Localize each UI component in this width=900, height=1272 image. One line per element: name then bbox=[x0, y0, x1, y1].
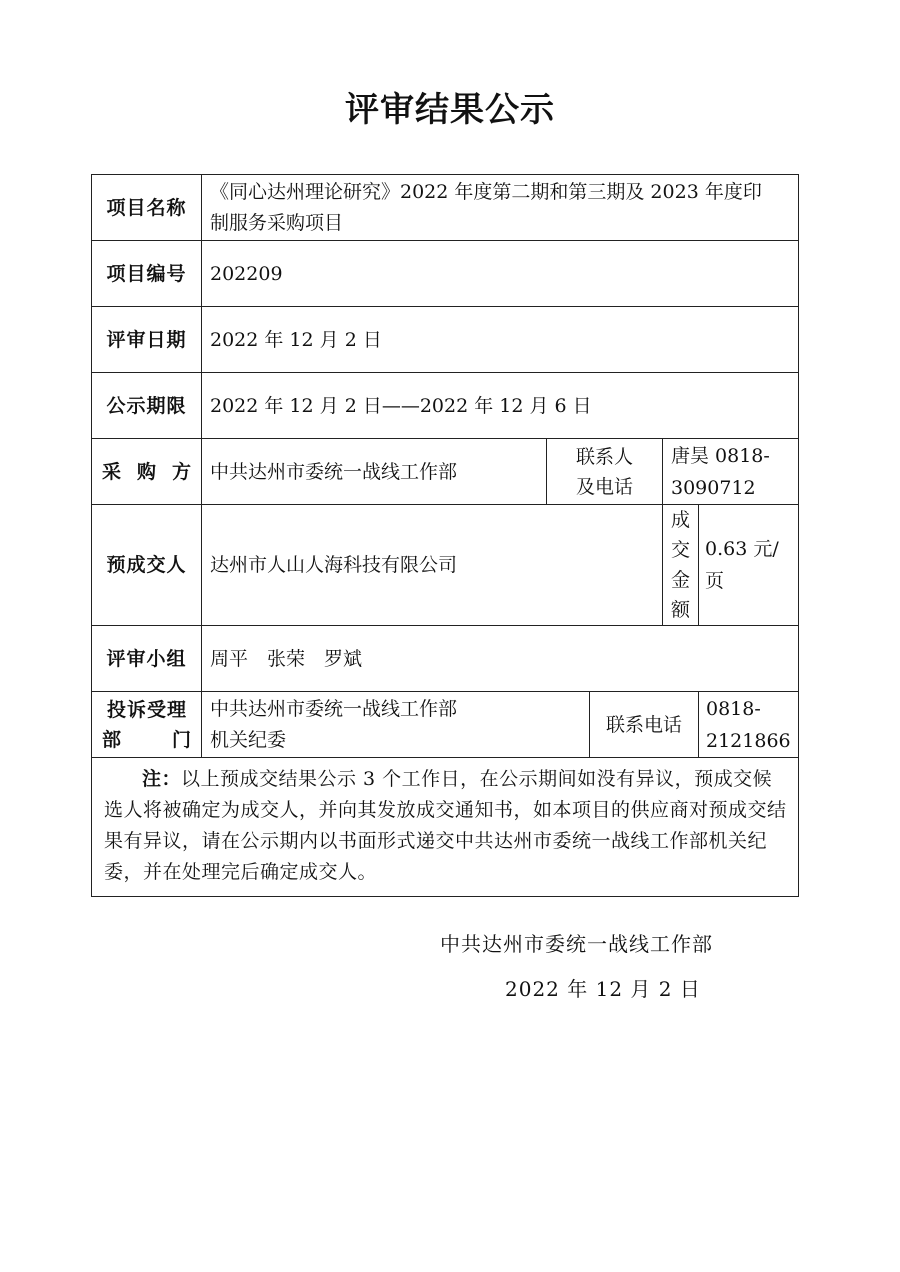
amount-label-line1: 成交 bbox=[670, 509, 690, 561]
page-title: 评审结果公示 bbox=[345, 90, 555, 130]
row-purchaser bbox=[92, 439, 799, 505]
notice-period-label: 公示期限 bbox=[92, 373, 202, 439]
row-review-panel bbox=[92, 626, 799, 692]
purchaser-label-char-3: 方 bbox=[171, 460, 192, 483]
purchaser-label-char-1: 采 bbox=[102, 460, 123, 483]
complaint-dept-label bbox=[92, 692, 202, 758]
complaint-label-line1: 投诉受理 bbox=[106, 698, 187, 721]
purchaser-label bbox=[92, 439, 202, 505]
complaint-dept-line1: 中共达州市委统一战线工作部 bbox=[210, 697, 458, 720]
row-project-name bbox=[92, 175, 799, 241]
footer-organization: 中共达州市委统一战线工作部 bbox=[440, 932, 713, 956]
row-review-date bbox=[92, 307, 799, 373]
review-panel-label: 评审小组 bbox=[92, 626, 202, 692]
complaint-phone-value: 0818-2121866 bbox=[699, 692, 799, 758]
row-project-number bbox=[92, 241, 799, 307]
complaint-dept-value bbox=[202, 692, 590, 758]
note-prefix: 注： bbox=[142, 768, 182, 790]
project-name-value bbox=[202, 175, 799, 241]
project-name-label: 项目名称 bbox=[92, 175, 202, 241]
amount-value: 0.63 元/页 bbox=[699, 505, 799, 626]
purchaser-contact-value: 唐昊 0818-3090712 bbox=[663, 439, 799, 505]
complaint-label-char-2: 门 bbox=[171, 728, 192, 751]
contact-label-line1: 联系人 bbox=[575, 445, 633, 468]
complaint-dept-line2: 机关纪委 bbox=[210, 728, 287, 751]
result-table bbox=[91, 174, 799, 897]
winning-bidder-value: 达州市人山人海科技有限公司 bbox=[202, 505, 663, 626]
complaint-phone-label: 联系电话 bbox=[590, 692, 699, 758]
row-winning-bidder bbox=[92, 505, 799, 626]
purchaser-contact-label bbox=[547, 439, 663, 505]
review-panel-value: 周平 张荣 罗斌 bbox=[202, 626, 799, 692]
footer-date: 2022 年 12 月 2 日 bbox=[505, 977, 701, 1001]
amount-label bbox=[663, 505, 699, 626]
complaint-label-char-1: 部 bbox=[102, 728, 123, 751]
project-name-line2: 制服务采购项目 bbox=[210, 211, 344, 234]
review-date-value: 2022 年 12 月 2 日 bbox=[202, 307, 799, 373]
project-number-label: 项目编号 bbox=[92, 241, 202, 307]
row-complaint-dept bbox=[92, 692, 799, 758]
project-number-value: 202209 bbox=[202, 241, 799, 307]
winning-bidder-label: 预成交人 bbox=[92, 505, 202, 626]
note-cell bbox=[92, 758, 799, 897]
purchaser-value: 中共达州市委统一战线工作部 bbox=[202, 439, 547, 505]
purchaser-label-char-2: 购 bbox=[136, 460, 157, 483]
row-notice-period bbox=[92, 373, 799, 439]
project-name-line1: 《同心达州理论研究》2022 年度第二期和第三期及 2023 年度印 bbox=[210, 180, 762, 203]
note-text: 以上预成交结果公示 3 个工作日，在公示期间如没有异议，预成交候选人将被确定为成交人，并向其发放成交通知书，如本项目的供应商对预成交结果有异议，请在公示期内以书面形式递交中共达州市委统一战线工作部机关纪委，并在处理完后确定成交人。 bbox=[104, 768, 787, 883]
review-date-label: 评审日期 bbox=[92, 307, 202, 373]
amount-label-line2: 金额 bbox=[670, 569, 690, 621]
row-note bbox=[92, 758, 799, 897]
notice-period-value: 2022 年 12 月 2 日——2022 年 12 月 6 日 bbox=[202, 373, 799, 439]
contact-label-line2: 及电话 bbox=[575, 475, 633, 498]
